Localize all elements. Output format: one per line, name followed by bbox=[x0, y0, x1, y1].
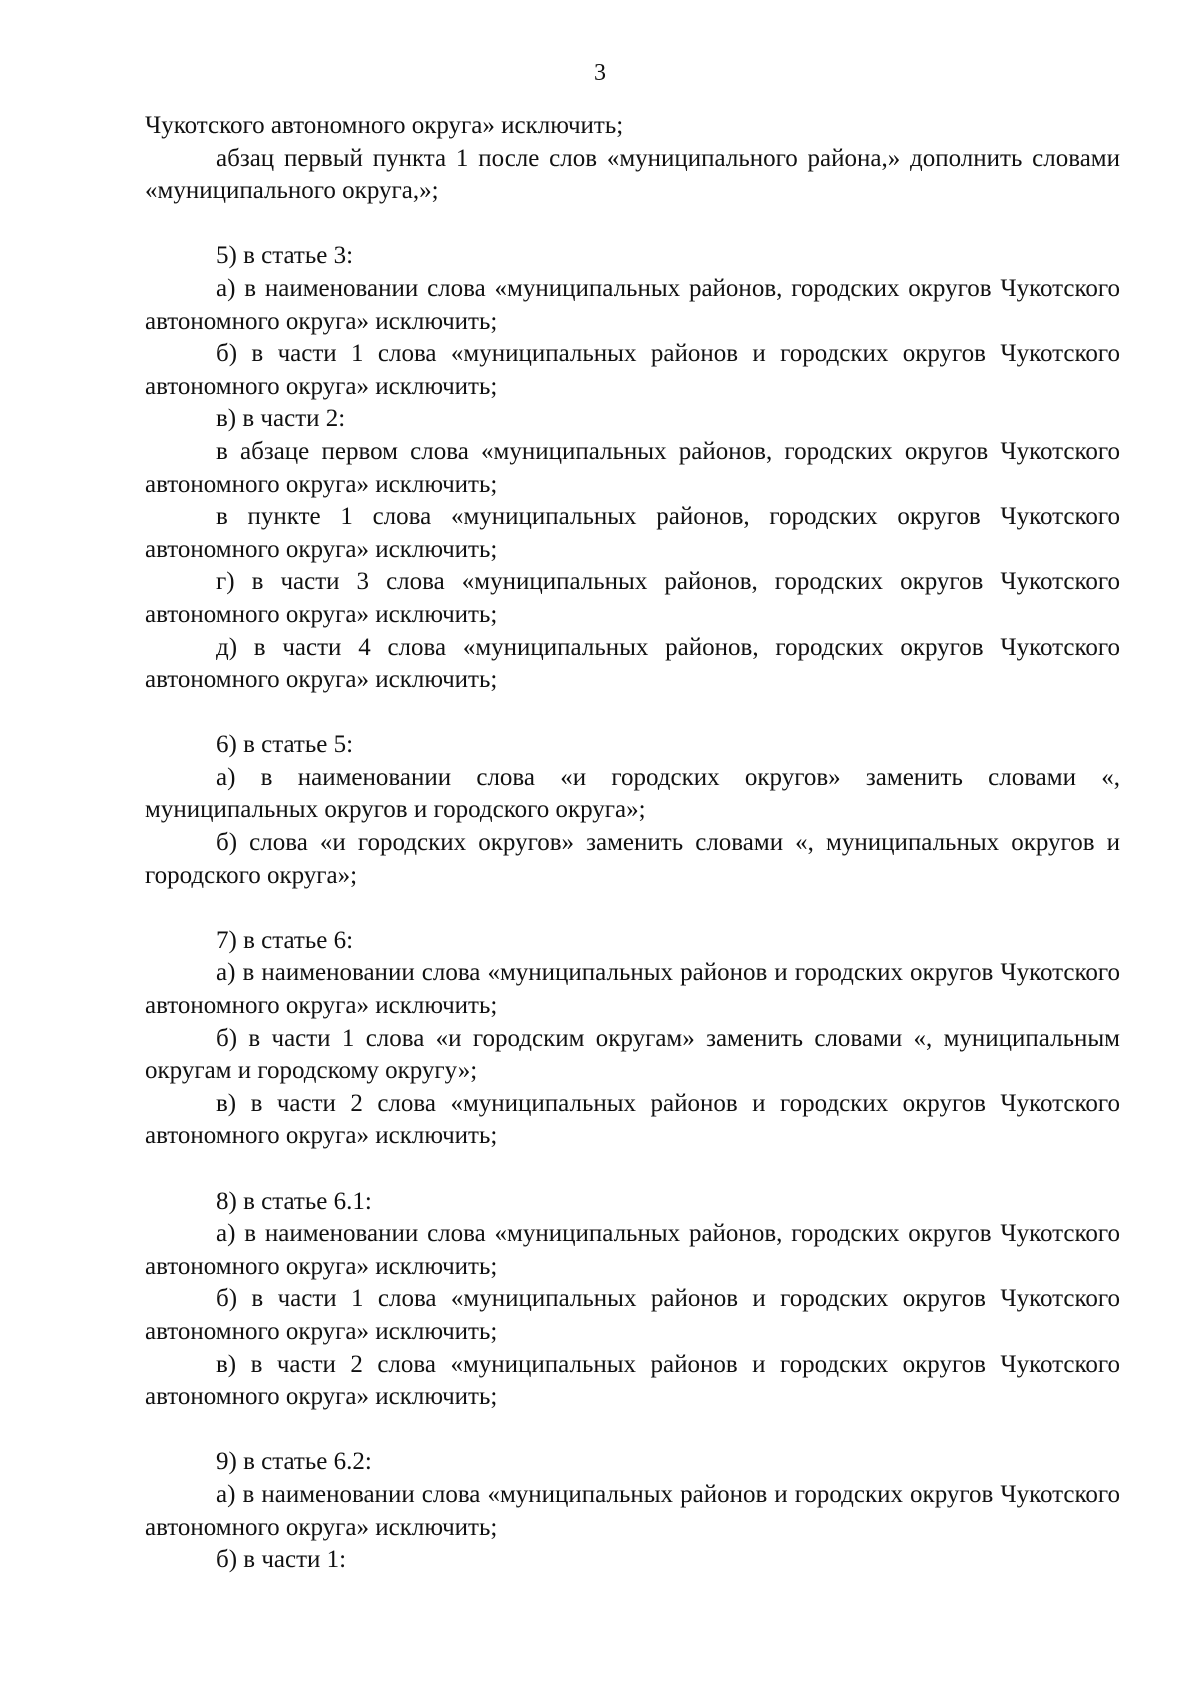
paragraph: д) в части 4 слова «муниципальных районов, городских округов Чукотского автономного округа» исключить; bbox=[145, 633, 1120, 694]
paragraph: 7) в статье 6: bbox=[216, 926, 354, 954]
paragraph: в) в части 2: bbox=[216, 405, 346, 433]
document-body bbox=[145, 110, 1120, 1577]
paragraph: в абзаце первом слова «муниципальных районов, городских округов Чукотского автономного округа» исключить; bbox=[145, 437, 1120, 498]
paragraph: в) в части 2 слова «муниципальных районов и городских округов Чукотского автономного округа» исключить; bbox=[145, 1089, 1120, 1150]
paragraph: 5) в статье 3: bbox=[216, 242, 354, 270]
paragraph: в) в части 2 слова «муниципальных районов и городских округов Чукотского автономного округа» исключить; bbox=[145, 1350, 1120, 1411]
paragraph: г) в части 3 слова «муниципальных районов, городских округов Чукотского автономного округа» исключить; bbox=[145, 568, 1120, 628]
paragraph: 9) в статье 6.2: bbox=[216, 1448, 372, 1476]
paragraph: 8) в статье 6.1: bbox=[216, 1187, 372, 1215]
paragraph: абзац первый пункта 1 после слов «муниципального района,» дополнить словами «муниципального округа,»; bbox=[145, 144, 1120, 205]
paragraph: 6) в статье 5: bbox=[216, 731, 354, 759]
paragraph: в пункте 1 слова «муниципальных районов, городских округов Чукотского автономного округа» исключить; bbox=[145, 503, 1120, 563]
paragraph: б) слова «и городских округов» заменить словами «, муниципальных округов и городского округа»; bbox=[145, 829, 1120, 889]
paragraph: Чукотского автономного округа» исключить; bbox=[145, 112, 624, 139]
paragraph: а) в наименовании слова «муниципальных районов и городских округов Чукотского автономного округа» исключить; bbox=[145, 959, 1120, 1020]
paragraph: а) в наименовании слова «муниципальных районов, городских округов Чукотского автономного округа» исключить; bbox=[145, 1220, 1120, 1280]
paragraph: б) в части 1 слова «муниципальных районов и городских округов Чукотского автономного округа» исключить; bbox=[145, 1285, 1120, 1345]
paragraph: а) в наименовании слова «муниципальных районов и городских округов Чукотского автономного округа» исключить; bbox=[145, 1480, 1120, 1541]
paragraph: б) в части 1: bbox=[216, 1546, 347, 1574]
page-number: 3 bbox=[594, 60, 606, 86]
paragraph: б) в части 1 слова «и городским округам» заменить словами «, муниципальным округам и городскому округу»; bbox=[145, 1024, 1120, 1085]
paragraph: а) в наименовании слова «муниципальных районов, городских округов Чукотского автономного округа» исключить; bbox=[145, 274, 1120, 335]
paragraph: б) в части 1 слова «муниципальных районов и городских округов Чукотского автономного округа» исключить; bbox=[145, 340, 1120, 400]
paragraph: а) в наименовании слова «и городских округов» заменить словами «, муниципальных округов и городского округа»; bbox=[145, 763, 1120, 824]
